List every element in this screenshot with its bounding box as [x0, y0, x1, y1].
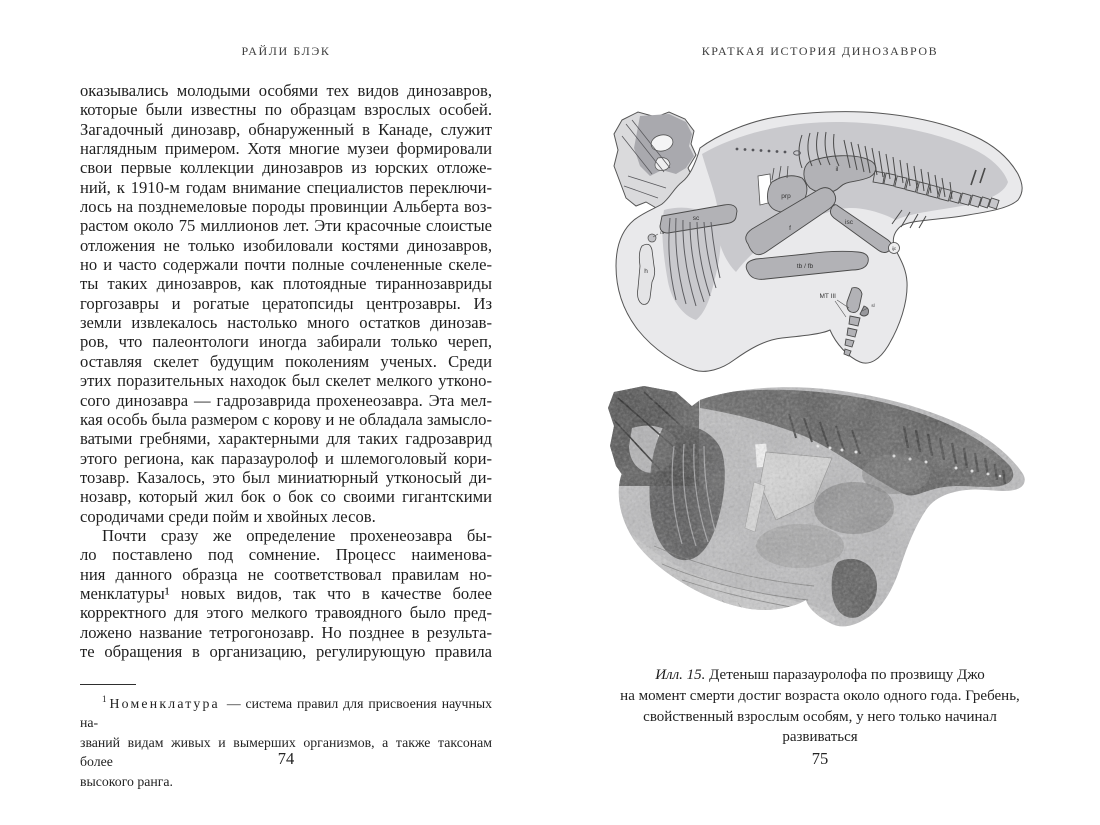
- text-line: ния данного образца не соответствовал правилам но-: [80, 564, 492, 584]
- label-tibia-fibula: tb / fb: [796, 263, 814, 270]
- text-line: тозавр. Казалось, это был миниатюрный утконосый ди-: [80, 467, 492, 487]
- label-prepubis: prp: [781, 193, 791, 200]
- running-head-right: КРАТКАЯ ИСТОРИЯ ДИНОЗАВРОВ: [701, 44, 939, 58]
- text-line: отложения не только изобиловали костями динозавров,: [80, 235, 492, 255]
- text-line: ложено название тетрогонозавр. Но позднее в результа-: [80, 622, 492, 642]
- text-line: ватыми гребнями, характерными для таких гадрозаврид: [80, 429, 492, 449]
- text-line: менклатуры¹ новых видов, так что в качестве более: [80, 583, 492, 603]
- page-number-right: 75: [811, 749, 829, 768]
- text-line: оставляя скелет будущим поколениям ученых. Среди: [80, 351, 492, 371]
- text-line: лось на позднемеловые породы провинции Альберта воз-: [80, 197, 492, 217]
- footnote-text: — система правил для присвоения научных на-: [80, 696, 492, 731]
- body-text: [80, 81, 492, 661]
- label-radius: ra: [659, 230, 665, 235]
- text-line: нозавр, который жил бок о бок со своими гигантскими: [80, 487, 492, 507]
- caption-line: свойственный взрослым особям, у него только начинал: [643, 708, 997, 725]
- text-line: те обращения в организацию, регулирующую правила: [80, 641, 492, 661]
- text-line: растом около 75 миллионов лет. Эти красочные слоистые: [80, 216, 492, 236]
- text-line: кая особь была размером с корову и не обладала замысло-: [80, 409, 492, 429]
- caption-text: Детеныш паразауролофа по прозвищу Джо: [709, 667, 985, 683]
- text-line: сородичами среди пойм и хвойных лесов.: [80, 506, 376, 526]
- label-humerus: h: [644, 268, 648, 275]
- text-line: но и часто содержали почти полные сочлененные скеле-: [80, 255, 492, 275]
- fossil-photo-art: [604, 386, 1066, 652]
- footnote-line: высокого ранга.: [80, 773, 174, 789]
- footnote-line: званий видам живых и вымерших организмов, а также таксонам более: [80, 734, 492, 770]
- caption-figure-label: Илл. 15.: [655, 667, 706, 683]
- fossil-photo-figure: [604, 386, 1066, 652]
- label-ilium: il: [835, 166, 839, 173]
- label-ischium: isc: [845, 219, 853, 226]
- footnote-rule: [80, 684, 136, 685]
- text-line: наглядным примером. Хотя многие музеи формировали: [80, 139, 492, 159]
- text-line: Почти сразу же определение прохенеозавра бы-: [102, 525, 492, 545]
- text-line: ров, что палеонтологи иногда забирали только череп,: [80, 332, 492, 352]
- label-femur: f: [789, 225, 791, 232]
- footnote-marker: 1: [102, 694, 107, 704]
- caption-line: развиваться: [782, 729, 858, 746]
- fossil-diagram-figure: [606, 110, 1064, 372]
- text-line: оказывались молодыми особями тех видов динозавров,: [80, 81, 492, 100]
- text-line: этих поразительных находок был скелет мелкого утконо-: [80, 371, 492, 391]
- text-line: сого динозавра — гадрозаврида прохенеозавра. Эта мел-: [80, 390, 492, 410]
- label-metatarsal: MT III: [819, 293, 836, 300]
- text-line: ло поставлено под сомнение. Процесс наименова-: [80, 545, 492, 565]
- footnote-line: [80, 690, 492, 733]
- text-line: которые были известны по образцам взрослых особей.: [80, 100, 492, 120]
- text-line: свои первые коллекции динозавров из юрских отложе-: [80, 158, 492, 178]
- running-head-left: РАЙЛИ БЛЭК: [241, 44, 331, 58]
- text-line: земли извлекалось настолько много остатков динозав-: [80, 313, 492, 333]
- label-scapula: sc: [692, 215, 700, 222]
- footnote: [80, 690, 492, 791]
- text-line: корректного для этого мелкого травоядного было пред-: [80, 603, 492, 623]
- text-line: этого региона, как паразауролоф и шлемоголовый кори-: [80, 448, 492, 468]
- fossil-diagram-svg: [606, 110, 1064, 372]
- footnote-term: Номенклатура: [109, 696, 220, 711]
- text-line: горгозавры и рогатые цератопсиды центрозавры. Из: [80, 293, 492, 313]
- label-sl: sl: [871, 303, 875, 308]
- caption-line: на момент смерти достиг возраста около одного года. Гребень,: [620, 687, 1020, 704]
- figure-caption: [608, 665, 1032, 748]
- text-line: Загадочный динозавр, обнаруженный в Канаде, служит: [80, 119, 492, 139]
- text-line: ты таких динозавров, как плотоядные тираннозавриды: [80, 274, 492, 294]
- label-ijc: ijc: [891, 246, 897, 251]
- fossil-photo-svg: [604, 386, 1066, 652]
- text-line: ний, к 1910-м годам внимание специалистов переключи-: [80, 177, 492, 197]
- page-number-left: 74: [277, 749, 295, 768]
- caption-line: [608, 665, 1032, 686]
